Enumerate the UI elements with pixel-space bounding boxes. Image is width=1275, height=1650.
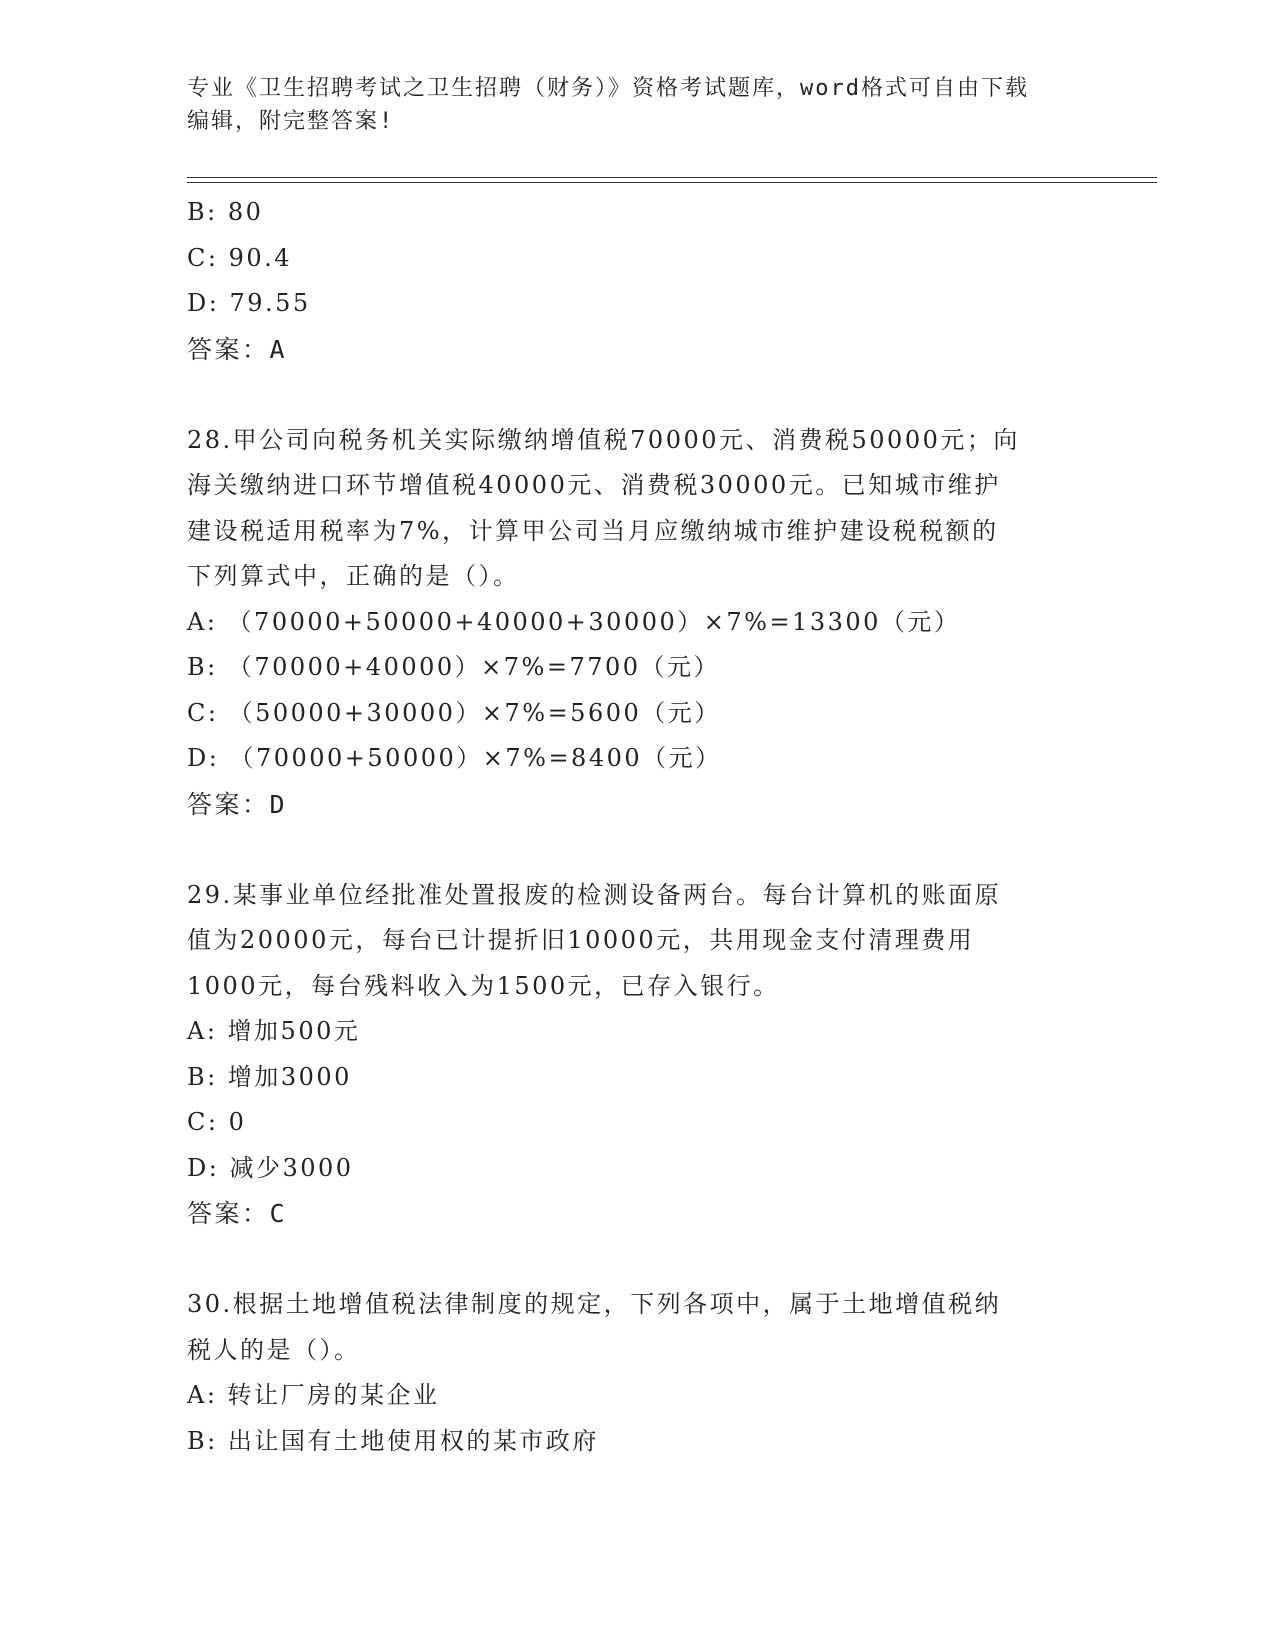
option-d: D: （70000+50000）×7%=8400（元） [187, 744, 722, 772]
question-stem-line: 税人的是（）。 [187, 1335, 361, 1364]
spacer [187, 372, 1087, 418]
option-a: A: （70000+50000+40000+30000）×7%=13300（元） [187, 607, 961, 636]
question-stem-line: 30.根据土地增值税法律制度的规定，下列各项中，属于土地增值税纳 [187, 1290, 1002, 1318]
document-header [187, 72, 1067, 138]
option-d: D: 减少3000 [187, 1153, 354, 1182]
answer: 答案：A [187, 334, 288, 364]
question-stem-line: 29.某事业单位经批准处置报废的检测设备两台。每台计算机的账面原 [187, 880, 1002, 909]
option-a: A: 转让厂房的某企业 [187, 1381, 440, 1409]
header-divider-bottom [187, 182, 1157, 183]
header-divider-top [187, 177, 1157, 178]
option-d: D: 79.55 [187, 289, 311, 317]
question-stem-line: 值为20000元，每台已计提折旧10000元，共用现金支付清理费用 [187, 926, 975, 954]
spacer [187, 1237, 1087, 1283]
question-stem-line: 1000元，每台残料收入为1500元，已存入银行。 [187, 971, 780, 1000]
question-stem-line: 海关缴纳进口环节增值税40000元、消费税30000元。已知城市维护 [187, 471, 1001, 499]
question-stem-line: 28.甲公司向税务机关实际缴纳增值税70000元、消费税50000元；向 [187, 425, 1020, 454]
question-27-tail [187, 190, 1087, 372]
question-stem-line: 下列算式中，正确的是（）。 [187, 562, 520, 590]
option-a: A: 增加500元 [187, 1017, 361, 1045]
option-c: C: 0 [187, 1108, 247, 1136]
option-c: C: （50000+30000）×7%=5600（元） [187, 698, 721, 727]
question-28 [187, 418, 1087, 828]
option-b: B: （70000+40000）×7%=7700（元） [187, 653, 721, 681]
header-title-line-2: 编辑，附完整答案! [187, 109, 395, 134]
spacer [187, 827, 1087, 873]
question-stem-line: 建设税适用税率为7%，计算甲公司当月应缴纳城市维护建设税税额的 [187, 516, 999, 545]
option-b: B: 增加3000 [187, 1062, 352, 1091]
option-b: B: 出让国有土地使用权的某市政府 [187, 1426, 599, 1455]
document-body [187, 190, 1087, 1464]
option-b: B: 80 [187, 198, 264, 226]
option-c: C: 90.4 [187, 243, 293, 272]
header-title-line-1: 专业《卫生招聘考试之卫生招聘（财务）》资格考试题库，word格式可自由下载 [187, 76, 1029, 101]
question-29 [187, 873, 1087, 1237]
answer: 答案：C [187, 1199, 288, 1228]
question-30 [187, 1282, 1087, 1464]
answer: 答案：D [187, 789, 288, 819]
